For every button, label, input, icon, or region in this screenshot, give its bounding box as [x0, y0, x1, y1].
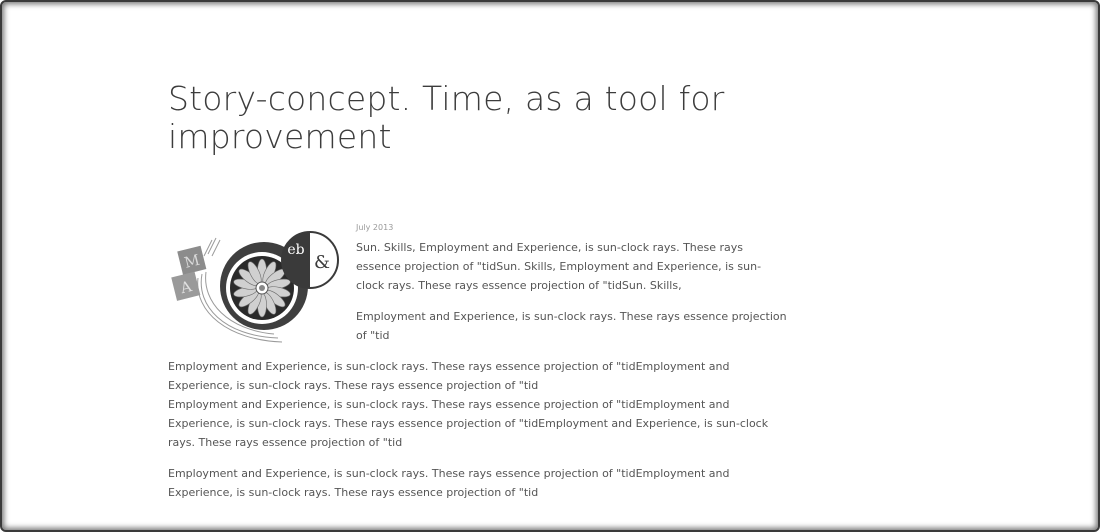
svg-text:A: A — [178, 277, 194, 298]
sun-clock-logo — [168, 228, 340, 346]
eb-amp-badge — [282, 232, 338, 288]
article-paragraph: Employment and Experience, is sun-clock rays. These rays essence projection of "tidEmployment and Experience, is sun-clock rays. These rays essence projection of "tid — [168, 360, 730, 392]
svg-text:M: M — [182, 250, 202, 272]
page-title: Story-concept. Time, as a tool for improvement — [168, 79, 725, 156]
article-container — [168, 80, 788, 514]
svg-text:&: & — [313, 252, 331, 273]
article-paragraph: Sun. Skills, Employment and Experience, is sun-clock rays. These rays essence projection of "tidSun. Skills, Employment and Experience, is sun-clock rays. These rays essence projection of "tidSun. Skills, — [356, 241, 762, 292]
article-paragraph: Employment and Experience, is sun-clock rays. These rays essence projection of "tidEmployment and Experience, is sun-clock rays. These rays essence projection of "tidEmployment and Experience, is sun-clock rays. These rays essence projection of "tid — [168, 398, 769, 449]
article-date: July 2013 — [356, 223, 394, 232]
letter-square-a — [171, 272, 200, 301]
article-paragraph: Employment and Experience, is sun-clock rays. These rays essence projection of "tid — [356, 310, 787, 342]
article-body — [168, 222, 788, 502]
svg-text:eb: eb — [287, 242, 305, 258]
article-paragraph: Employment and Experience, is sun-clock rays. These rays essence projection of "tidEmployment and Experience, is sun-clock rays. These rays essence projection of "tid — [168, 467, 730, 499]
letter-square-m — [177, 246, 206, 275]
